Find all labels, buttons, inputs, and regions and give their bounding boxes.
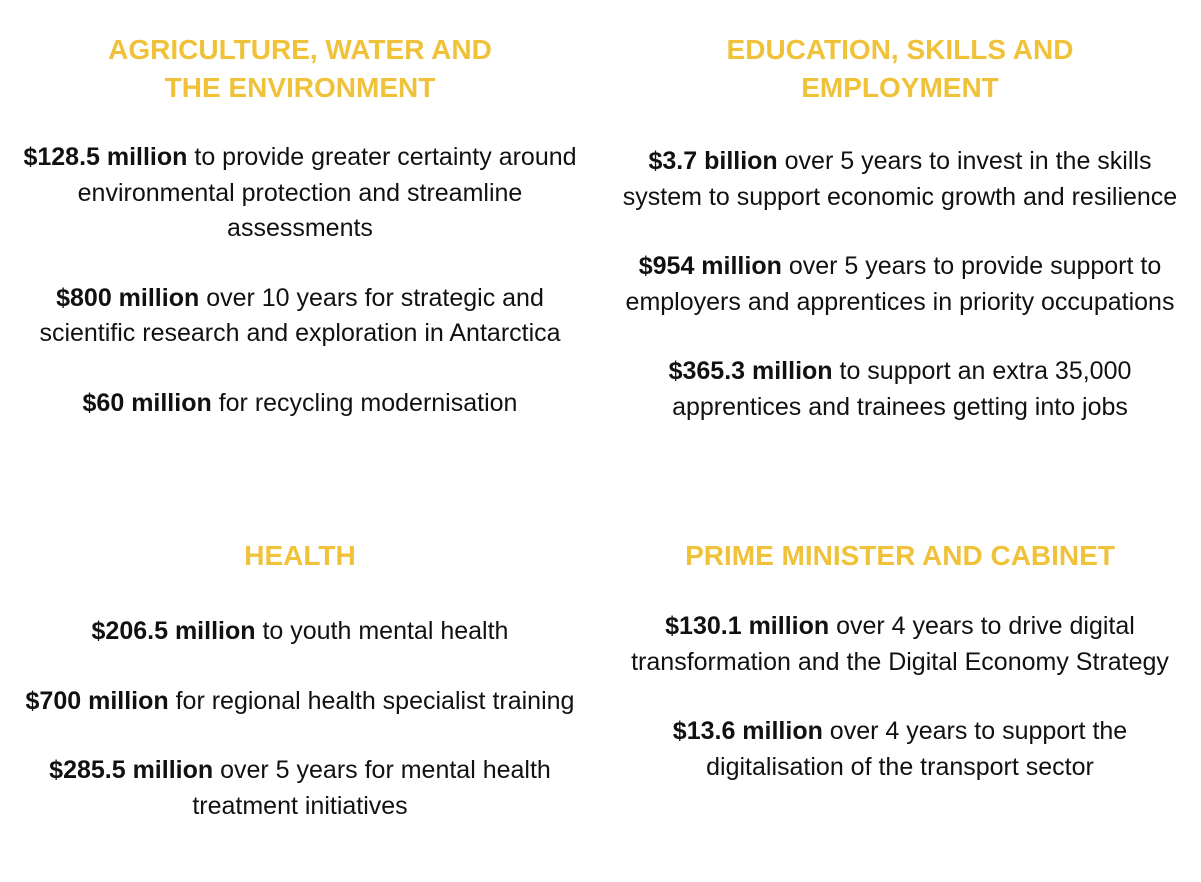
budget-amount: $285.5 million bbox=[49, 756, 214, 784]
budget-amount: $130.1 million bbox=[665, 612, 830, 640]
budget-item bbox=[20, 140, 580, 247]
budget-amount: $3.7 billion bbox=[648, 147, 778, 175]
section-heading: AGRICULTURE, WATER AND THE ENVIRONMENT bbox=[108, 34, 492, 103]
budget-amount: $60 million bbox=[82, 388, 212, 417]
budget-item bbox=[620, 144, 1180, 215]
budget-item bbox=[620, 249, 1180, 320]
section-prime-minister-cabinet bbox=[620, 537, 1180, 785]
section-heading: HEALTH bbox=[244, 540, 356, 571]
budget-amount: $206.5 million bbox=[91, 617, 256, 645]
budget-amount: $365.3 million bbox=[668, 357, 833, 385]
budget-description: for regional health specialist training bbox=[168, 686, 575, 715]
budget-item bbox=[620, 609, 1180, 680]
budget-description: over 4 years to support the digitalisation of the transport sector bbox=[706, 717, 1128, 781]
budget-description: to support an extra 35,000 apprentices and trainees getting into jobs bbox=[672, 357, 1132, 421]
budget-description: to youth mental health bbox=[255, 617, 509, 645]
budget-description: over 10 years for strategic and scientific research and exploration in Antarctica bbox=[39, 283, 561, 347]
budget-description: over 4 years to drive digital transformation and the Digital Economy Strategy bbox=[631, 612, 1169, 676]
budget-item bbox=[20, 684, 580, 720]
section-agriculture bbox=[20, 31, 580, 421]
budget-item bbox=[20, 753, 580, 824]
budget-amount: $13.6 million bbox=[672, 717, 823, 745]
budget-amount: $954 million bbox=[638, 252, 782, 280]
budget-description: over 5 years for mental health treatment initiatives bbox=[192, 756, 551, 820]
budget-description: for recycling modernisation bbox=[211, 388, 518, 417]
budget-description: to provide greater certainty around environmental protection and streamline assessments bbox=[77, 143, 577, 242]
budget-item bbox=[20, 614, 580, 650]
budget-item bbox=[20, 386, 580, 422]
budget-description: over 5 years to provide support to employers and apprentices in priority occupations bbox=[625, 252, 1175, 316]
section-education bbox=[620, 31, 1180, 425]
section-heading: PRIME MINISTER AND CABINET bbox=[685, 540, 1115, 571]
budget-amount: $800 million bbox=[56, 283, 200, 312]
budget-item bbox=[620, 714, 1180, 785]
section-health bbox=[20, 537, 580, 824]
budget-amount: $128.5 million bbox=[23, 143, 188, 171]
budget-item bbox=[620, 354, 1180, 425]
budget-item bbox=[20, 281, 580, 352]
budget-description: over 5 years to invest in the skills system to support economic growth and resilience bbox=[622, 147, 1178, 211]
section-heading: EDUCATION, SKILLS AND EMPLOYMENT bbox=[726, 34, 1074, 103]
budget-amount: $700 million bbox=[25, 686, 169, 715]
